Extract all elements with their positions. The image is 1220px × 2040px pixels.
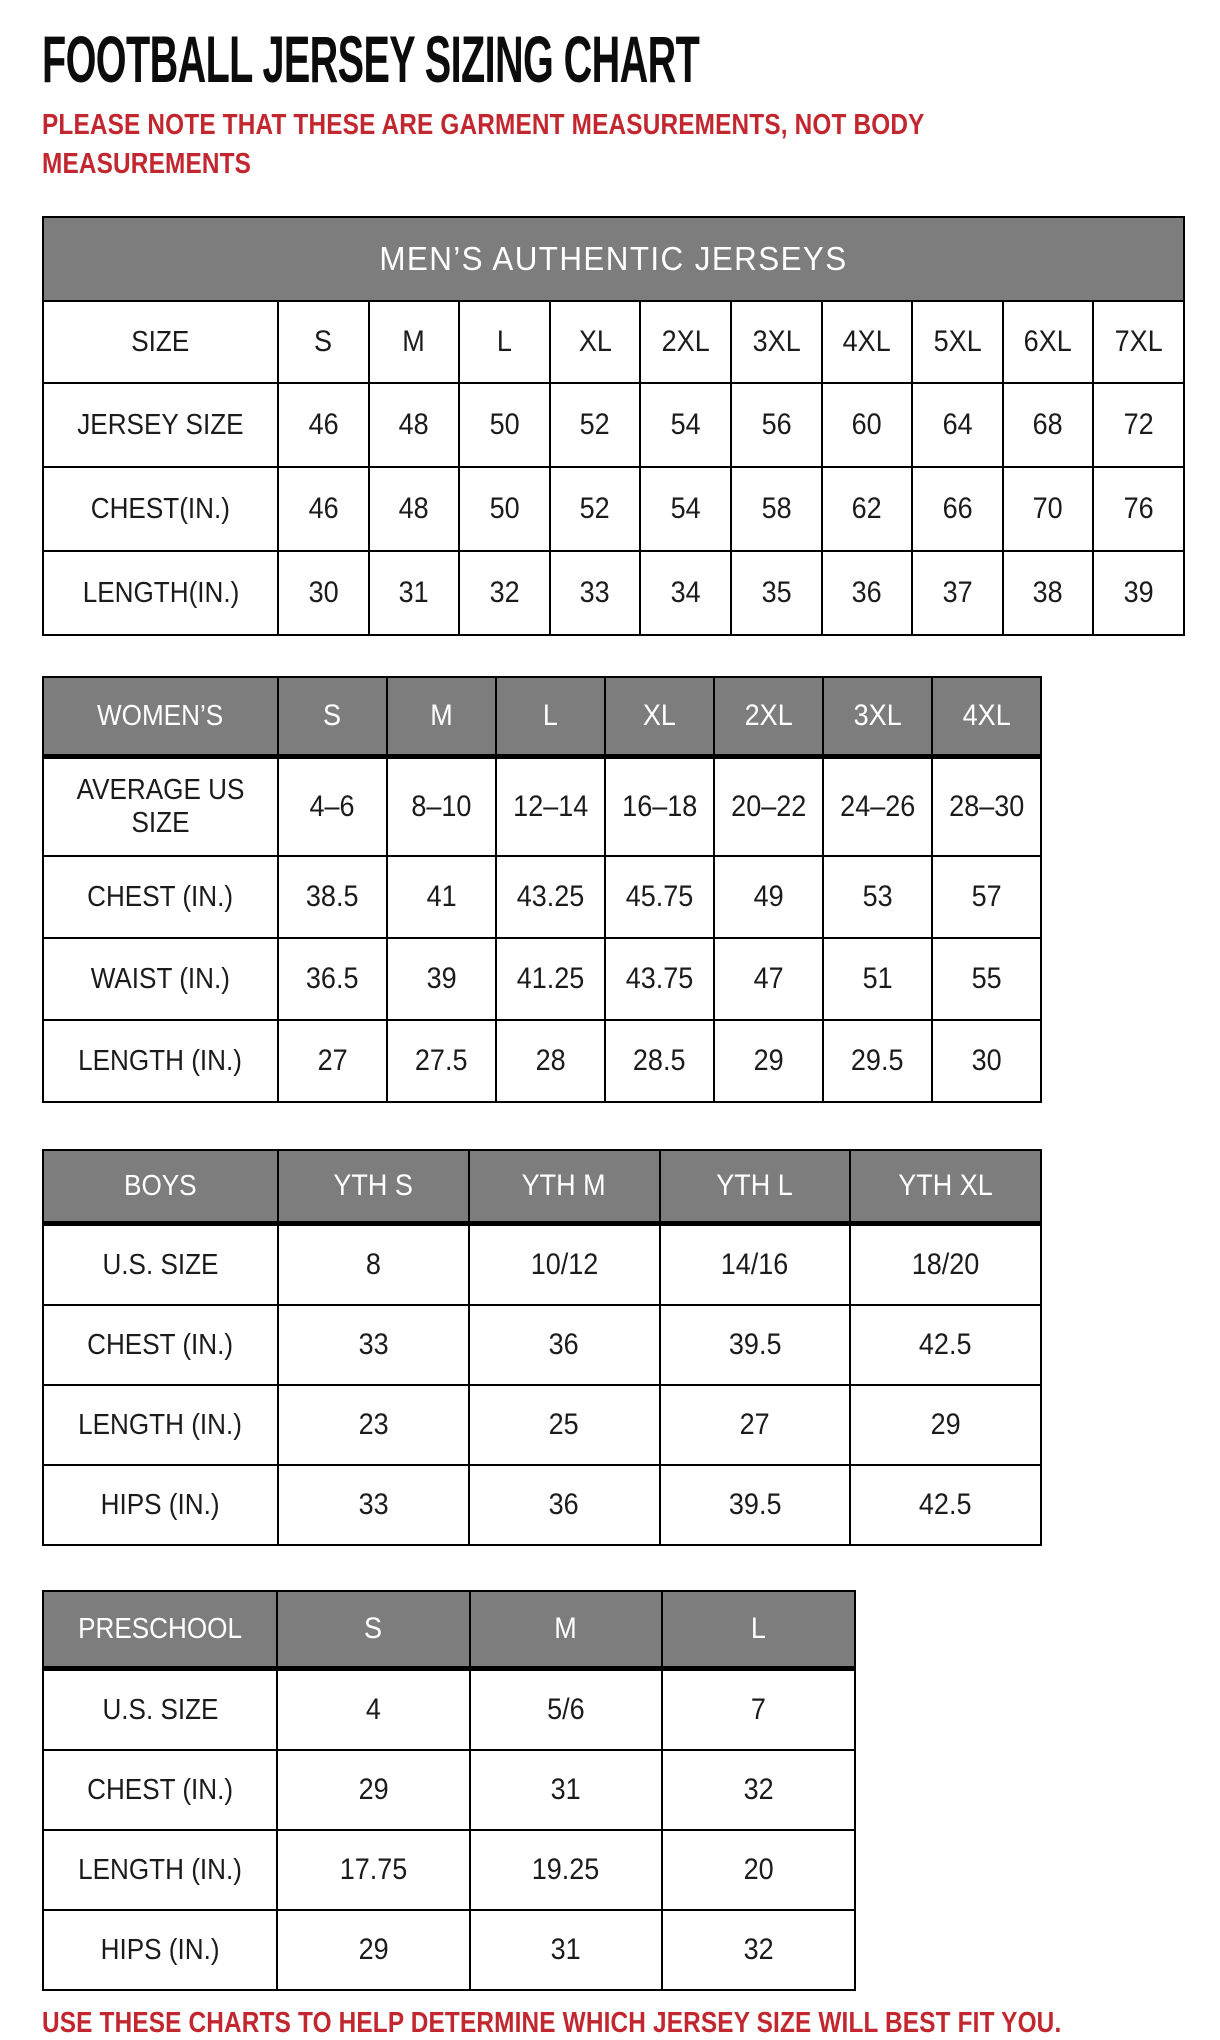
womens-row-label: WAIST (IN.)	[44, 939, 277, 1019]
womens-header-cell: M	[388, 678, 495, 754]
mens-cell: 66	[913, 468, 1002, 550]
mens-cell: 46	[279, 468, 368, 550]
boys-row-label: U.S. SIZE	[44, 1226, 277, 1304]
mens-cell: 7XL	[1094, 302, 1183, 382]
womens-cell: 29	[715, 1021, 822, 1101]
womens-cell: 29.5	[824, 1021, 931, 1101]
mens-cell: 6XL	[1004, 302, 1093, 382]
mens-row-label: JERSEY SIZE	[44, 384, 277, 466]
boys-header-cell: YTH L	[661, 1151, 850, 1221]
mens-row-label: CHEST(IN.)	[44, 468, 277, 550]
mens-row-label: LENGTH(IN.)	[44, 552, 277, 634]
mens-cell: 34	[641, 552, 730, 634]
mens-cell: 4XL	[823, 302, 912, 382]
womens-cell: 16–18	[606, 759, 713, 855]
preschool-header-label: PRESCHOOL	[44, 1592, 276, 1666]
mens-cell: 2XL	[641, 302, 730, 382]
boys-cell: 39.5	[661, 1466, 850, 1544]
mens-cell: 33	[551, 552, 640, 634]
boys-header-cell: YTH XL	[851, 1151, 1040, 1221]
boys-row-label: HIPS (IN.)	[44, 1466, 277, 1544]
womens-cell: 20–22	[715, 759, 822, 855]
boys-header-label: BOYS	[44, 1151, 277, 1221]
boys-cell: 14/16	[661, 1226, 850, 1304]
mens-cell: 36	[823, 552, 912, 634]
womens-cell: 27.5	[388, 1021, 495, 1101]
preschool-cell: 19.25	[471, 1831, 662, 1909]
preschool-row-label: LENGTH (IN.)	[44, 1831, 276, 1909]
mens-cell: 64	[913, 384, 1002, 466]
preschool-cell: 32	[663, 1911, 854, 1989]
mens-cell: 54	[641, 468, 730, 550]
boys-cell: 18/20	[851, 1226, 1040, 1304]
womens-cell: 27	[279, 1021, 386, 1101]
boys-row-label: LENGTH (IN.)	[44, 1386, 277, 1464]
mens-cell: 54	[641, 384, 730, 466]
mens-cell: 32	[460, 552, 549, 634]
header-divider	[44, 756, 1040, 757]
womens-cell: 24–26	[824, 759, 931, 855]
preschool-row-label: HIPS (IN.)	[44, 1911, 276, 1989]
preschool-cell: 7	[663, 1671, 854, 1749]
mens-cell: XL	[551, 302, 640, 382]
womens-cell: 28	[497, 1021, 604, 1101]
boys-cell: 36	[470, 1306, 659, 1384]
boys-cell: 39.5	[661, 1306, 850, 1384]
preschool-table	[42, 1590, 856, 1991]
mens-cell: 68	[1004, 384, 1093, 466]
mens-cell: 50	[460, 468, 549, 550]
mens-cell: 5XL	[913, 302, 1002, 382]
mens-cell: 31	[370, 552, 459, 634]
womens-cell: 43.75	[606, 939, 713, 1019]
mens-cell: L	[460, 302, 549, 382]
preschool-cell: 31	[471, 1751, 662, 1829]
womens-cell: 12–14	[497, 759, 604, 855]
preschool-header-cell: L	[663, 1592, 854, 1666]
womens-cell: 57	[933, 857, 1040, 937]
preschool-cell: 29	[278, 1751, 469, 1829]
mens-cell: 48	[370, 384, 459, 466]
page-title: FOOTBALL JERSEY SIZING CHART	[42, 22, 700, 96]
womens-header-cell: L	[497, 678, 604, 754]
mens-cell: 38	[1004, 552, 1093, 634]
mens-cell: 60	[823, 384, 912, 466]
boys-table	[42, 1149, 1042, 1546]
mens-cell: 50	[460, 384, 549, 466]
womens-header-label: WOMEN’S	[44, 678, 277, 754]
mens-cell: 3XL	[732, 302, 821, 382]
womens-cell: 28.5	[606, 1021, 713, 1101]
womens-cell: 43.25	[497, 857, 604, 937]
boys-cell: 23	[279, 1386, 468, 1464]
preschool-cell: 29	[278, 1911, 469, 1989]
womens-header-cell: 2XL	[715, 678, 822, 754]
preschool-row-label: CHEST (IN.)	[44, 1751, 276, 1829]
mens-cell: 62	[823, 468, 912, 550]
womens-table	[42, 676, 1042, 1103]
mens-cell: 58	[732, 468, 821, 550]
boys-cell: 10/12	[470, 1226, 659, 1304]
womens-row-label: LENGTH (IN.)	[44, 1021, 277, 1101]
womens-cell: 38.5	[279, 857, 386, 937]
mens-table	[42, 216, 1185, 636]
fit-advice-footer: USE THESE CHARTS TO HELP DETERMINE WHICH JERSEY SIZE WILL BEST FIT YOU.	[42, 2007, 1062, 2040]
womens-cell: 41.25	[497, 939, 604, 1019]
mens-cell: 35	[732, 552, 821, 634]
womens-cell: 39	[388, 939, 495, 1019]
preschool-cell: 4	[278, 1671, 469, 1749]
preschool-header-cell: M	[471, 1592, 662, 1666]
boys-header-cell: YTH M	[470, 1151, 659, 1221]
boys-cell: 33	[279, 1466, 468, 1544]
womens-row-label: AVERAGE US SIZE	[44, 759, 277, 855]
preschool-cell: 31	[471, 1911, 662, 1989]
boys-cell: 36	[470, 1466, 659, 1544]
womens-cell: 8–10	[388, 759, 495, 855]
boys-cell: 29	[851, 1386, 1040, 1464]
mens-cell: 37	[913, 552, 1002, 634]
preschool-cell: 5/6	[471, 1671, 662, 1749]
mens-cell: 46	[279, 384, 368, 466]
preschool-cell: 20	[663, 1831, 854, 1909]
preschool-cell: 17.75	[278, 1831, 469, 1909]
womens-header-cell: XL	[606, 678, 713, 754]
womens-cell: 55	[933, 939, 1040, 1019]
mens-row-label: SIZE	[44, 302, 277, 382]
boys-cell: 8	[279, 1226, 468, 1304]
womens-cell: 49	[715, 857, 822, 937]
mens-banner: MEN’S AUTHENTIC JERSEYS	[44, 218, 1183, 300]
womens-cell: 36.5	[279, 939, 386, 1019]
mens-cell: S	[279, 302, 368, 382]
womens-cell: 51	[824, 939, 931, 1019]
preschool-header-cell: S	[278, 1592, 469, 1666]
boys-header-cell: YTH S	[279, 1151, 468, 1221]
womens-cell: 53	[824, 857, 931, 937]
header-divider	[44, 1223, 1040, 1224]
boys-cell: 25	[470, 1386, 659, 1464]
boys-cell: 42.5	[851, 1466, 1040, 1544]
mens-cell: 52	[551, 384, 640, 466]
boys-cell: 33	[279, 1306, 468, 1384]
womens-cell: 41	[388, 857, 495, 937]
boys-row-label: CHEST (IN.)	[44, 1306, 277, 1384]
mens-cell: 52	[551, 468, 640, 550]
womens-header-cell: 4XL	[933, 678, 1040, 754]
garment-measurements-note: PLEASE NOTE THAT THESE ARE GARMENT MEASUREMENTS, NOT BODY MEASUREMENTS	[42, 109, 925, 181]
mens-cell: 72	[1094, 384, 1183, 466]
womens-cell: 45.75	[606, 857, 713, 937]
womens-header-cell: 3XL	[824, 678, 931, 754]
mens-cell: 70	[1004, 468, 1093, 550]
womens-cell: 30	[933, 1021, 1040, 1101]
boys-cell: 42.5	[851, 1306, 1040, 1384]
mens-cell: 76	[1094, 468, 1183, 550]
preschool-cell: 32	[663, 1751, 854, 1829]
womens-cell: 47	[715, 939, 822, 1019]
womens-row-label: CHEST (IN.)	[44, 857, 277, 937]
mens-cell: 48	[370, 468, 459, 550]
mens-cell: 30	[279, 552, 368, 634]
header-divider	[44, 1668, 854, 1669]
womens-cell: 28–30	[933, 759, 1040, 855]
boys-cell: 27	[661, 1386, 850, 1464]
mens-cell: 56	[732, 384, 821, 466]
preschool-row-label: U.S. SIZE	[44, 1671, 276, 1749]
mens-cell: 39	[1094, 552, 1183, 634]
womens-cell: 4–6	[279, 759, 386, 855]
womens-header-cell: S	[279, 678, 386, 754]
mens-cell: M	[370, 302, 459, 382]
